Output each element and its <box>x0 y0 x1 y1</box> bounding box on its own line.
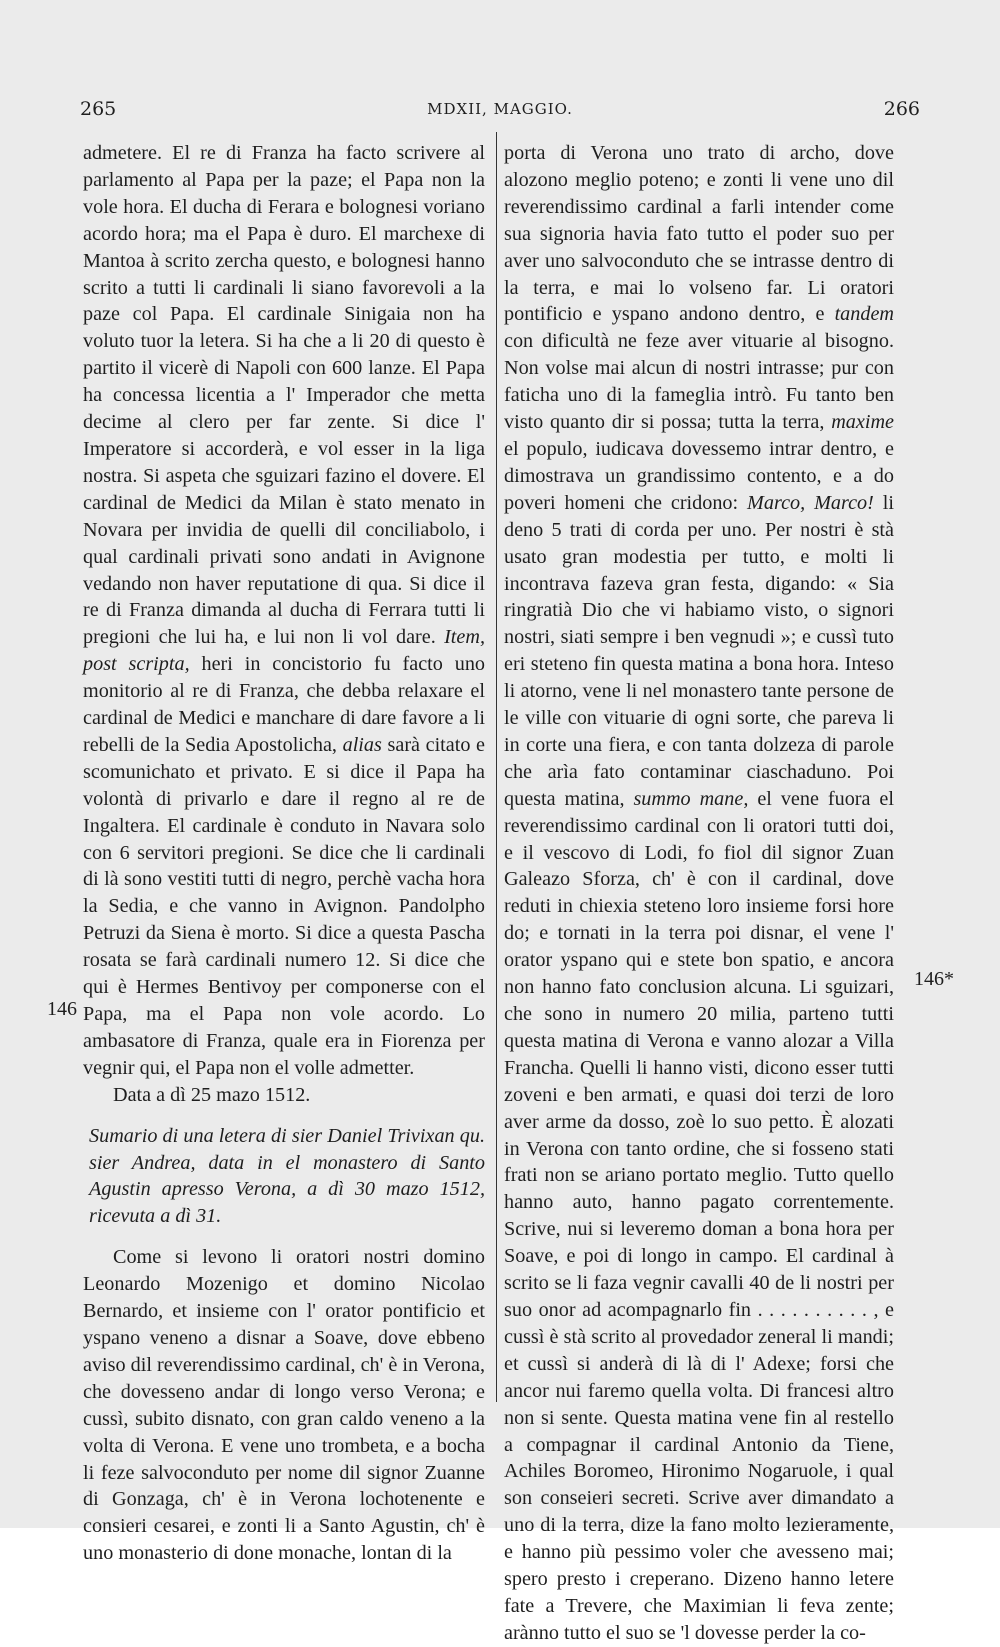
margin-number-left: 146 <box>47 998 77 1020</box>
item-post-scripta: Item, post scripta, <box>83 626 485 676</box>
left-paragraph-2: Come si levono li oratori nostri domino Leonardo Mozenigo et domino Nicolao Bernardo, et insieme con l' orator pontificio et yspano veneno a disnar a Soave, dove ebbeno aviso dil reverendissimo cardinal, ch' è in Verona, che dovesseno andar di longo verso Verona; e cussì, subito disnato, con gran caldo veneno a la volta di Verona. E vene uno trombeta, e a bocha li feze salvoconduto per nome dil signor Zuanne di Gonzaga, ch' è in Verona lochotenente e consieri cesarei, e zonti li a Santo Agustin, ch' è uno monasterio di done monache, lontan di la <box>83 1246 485 1565</box>
running-header <box>80 98 920 126</box>
maxime-word: maxime <box>831 411 894 434</box>
text-run: heri in concistorio fu facto uno monitorio al re di Franza, che debba relaxare el cardinal de Medici e manchare di dare favore a li rebelli de la Sedia Apostolicha, <box>83 653 486 756</box>
text-run: con dificultà ne feze aver vituarie al bisogno. Non volse mai alcun di nostri intrasse; pur con faticha uno di la fameglia intrò. Fu tanto ben visto quanto dir si possa; tutta la terra, <box>504 330 894 434</box>
right-column <box>504 140 894 1647</box>
left-paragraph-1 <box>83 140 485 1082</box>
text-run: admetere. El re di Franza ha facto scrivere al parlamento al Papa per la paze; el Papa non la vole hora. El ducha di Ferara e bolognesi voriano acordo hora; ma el Papa è duro. El marchexe di Mantoa à scrito zercha questo, e bolognesi hanno scrito a tutti li cardinali li siano favorevoli a la paze col Papa. El cardinale Sinigaia non ha voluto tuor la letera. Si ha che a li 20 di questo è partito il vicerè di Napoli con 600 lanze. El Papa ha concessa licentia a l' Imperador che metta decime al clero per far zente. Si dice l' Imperatore si accorderà, e vol esser in la liga nostra. Si aspeta che sguizari fazino el dovere. El cardinal de Medici da Milan è stato menato in Novara per invidia de quelli dil conciliabolo, i qual cardinali privati sono andati in Avignone vedando non haver reputatione di qua. Si dice il re di Franza dimanda al ducha di Ferrara tutti li pregioni che lui ha, e lui non li vol dare. <box>83 142 485 649</box>
text-run: el vene fuora el reverendissimo cardinal con li oratori tutti doi, e il vescovo di Lodi, fo fiol dil signor Zuan Galeazo Sforza, ch' è con il cardinal, dove reduti in chiexia steteno loro insieme forsi hore do; e tornati in la terra poi disnar, el vene l' orator yspano qui e stete bon spatio, e ancora non hanno fato conclusion alcuna. Li sguizari, che sono in numero 20 milia, parteno tutti questa matina di Verona e vanno alozar a Villa Francha. Quelli li hanno visti, dicono esser tutti zoveni e ben armati, e quasi doi terzi de loro aver arme da dosso, zoè lo suo petto. È alozati in Verona con tanto ordine, che si fosseno stati frati non se ariano portato meglio. Tutto quello hanno auto, hanno pagato correntemente. Scrive, nui si leveremo doman a bona hora per Soave, e poi di longo in campo. El cardinal à scrito se li faza vegnir cavalli 40 de li nostri per suo onor ad acompagnarlo fin . . . . . . . . . . , e cussì è stà scrito al provedador zeneral li mandi; et cussì si anderà di là di l' Adexe; forsi che ancor nui faremo quella volta. Di francesi altro non si sente. Questa matina vene fin al restello a compagnar il cardinal Antonio da Tiene, Achiles Boromeo, Hironimo Nogaruole, i qual son conseieri secreti. Scrive aver dimandato a uno di la terra, dize la fano molto lezieramente, e hanno più pessimo voler che avesseno mai; spero presto i creperano. Dizeno hanno letere fate a Trevere, che Maximian li feva zente; arànno tutto el suo se 'l dovesse perder la co- <box>504 787 894 1644</box>
text-run: sarà citato e scomunichato et privato. E si dice il Papa ha volontà di privarlo e dare il regno al re de Ingaltera. El cardinale è conduto in Navara solo con 6 servitori pregioni. Se dice che li cardinali di là sono vestiti tutti di negro, perchè vacha hora la Sedia, e che vanno in Avignon. Pandolpho Petruzi da Siena è morto. Si dice a questa Pascha rosata se farà cardinali numero 12. Si dice che qui è Hermes Bentivoy per componerse con el Papa, ma el Papa non vole acordo. Lo ambasatore di Franza, quale era in Fiorenza per vegnir qui, el Papa non el volle admetter. <box>83 733 486 1079</box>
tandem-word: tandem <box>834 303 895 326</box>
marco-exclamation: Marco, Marco! <box>747 491 874 514</box>
text-run: li deno 5 trati di corda per uno. Per nostri è stà usato gran modestia per tutto, e molti li incontrava fazeva gran festa, digando: « Sia ringratià Dio che vi habiamo visto, o signori nostri, siati sempre i ben vegnudi »; e cussì tuto eri steteno fin questa matina a bona hora. Inteso li atorno, vene li nel monastero tante persone de le ville con vituarie di ogni sorte, che pareva li in corte una fiera, e con tanta dolzeza di parole che arìa fato contaminar ciaschaduno. Poi questa matina, <box>504 491 894 810</box>
sumario-heading: Sumario di una letera di sier Daniel Trivixan qu. sier Andrea, data in el monastero di Santo Agustin apresso Verona, a dì 30 mazo 1512, ricevuta a dì 31. <box>89 1124 485 1228</box>
alias-word: alias <box>342 733 382 756</box>
page-number-right: 266 <box>883 98 920 120</box>
dateline: Data a dì 25 mazo 1512. <box>113 1083 311 1106</box>
column-divider <box>496 132 497 1402</box>
page-number-left: 265 <box>80 98 117 120</box>
text-run: el populo, iudicava dovessemo intrar dentro, e dimostrava un grandissimo contento, e a do poveri homeni che cridono: <box>504 437 894 514</box>
left-column <box>83 140 485 1567</box>
running-title: MDXII, MAGGIO. <box>427 100 573 118</box>
summo-mane: summo mane, <box>633 787 749 810</box>
right-paragraph <box>504 140 894 1647</box>
text-run: porta di Verona uno trato di archo, dove alozono meglio poteno; e zonti li vene uno dil reverendissimo cardinal a farli intender come sua signoria havia fato tutto el poder suo per aver uno salvoconduto che se intrasse dentro di la terra, e mai lo volseno far. Li oratori pontificio e yspano andono dentro, e <box>504 142 894 326</box>
margin-number-right: 146* <box>914 968 954 990</box>
